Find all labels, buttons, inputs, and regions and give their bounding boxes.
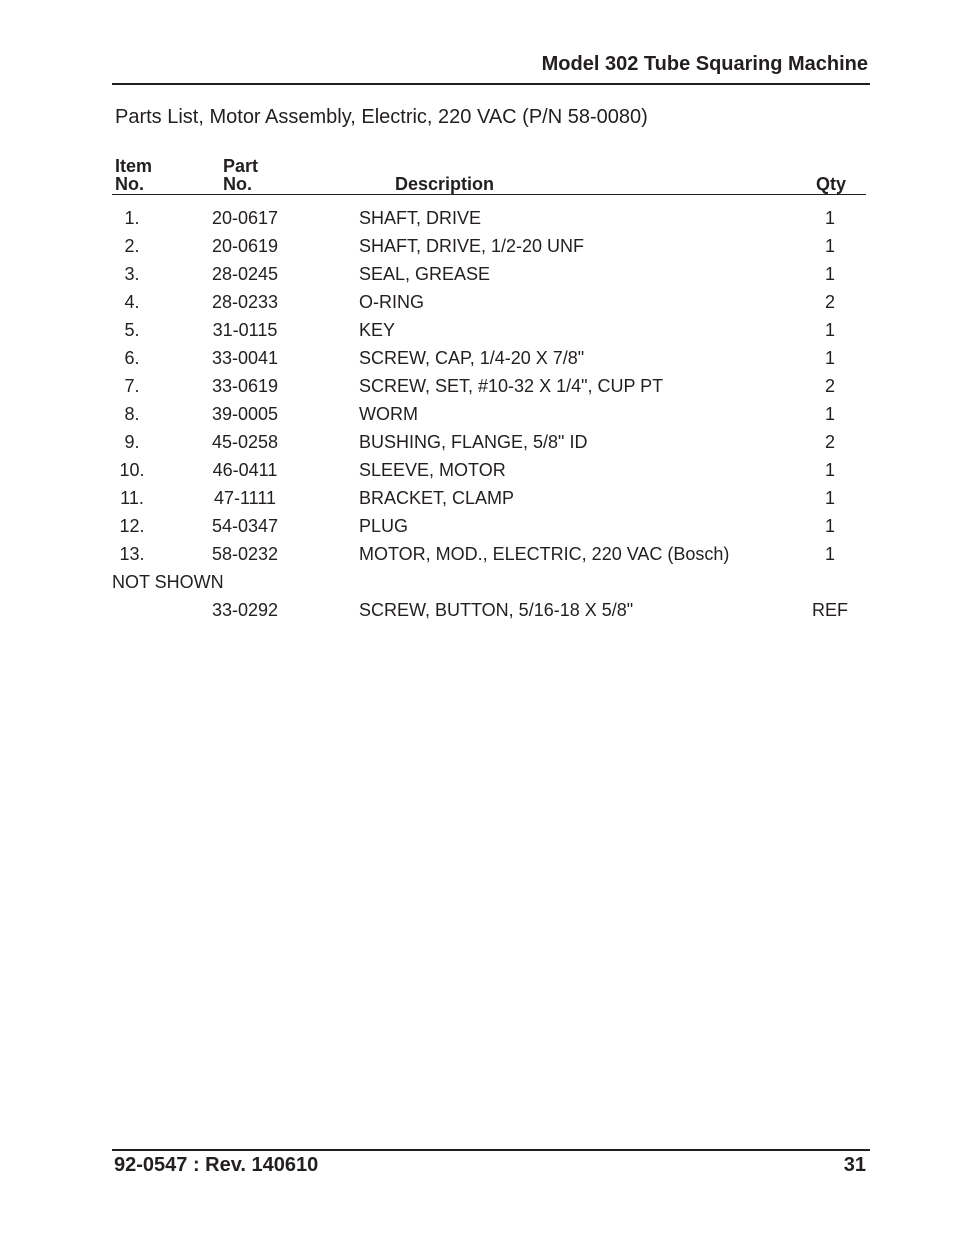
part-number: 33-0041 [211, 348, 279, 368]
part-number: 33-0292 [211, 600, 279, 620]
footer-doc-revision: 92-0547 : Rev. 140610 [114, 1154, 319, 1176]
part-qty: 2 [824, 376, 835, 396]
header-part-line1: Part [223, 156, 259, 176]
header-qty: Qty [816, 174, 847, 194]
part-number: 28-0245 [211, 264, 279, 284]
part-description: SCREW, CAP, 1/4-20 X 7/8" [359, 348, 585, 368]
part-number: 47-1111 [213, 488, 277, 508]
footer-rule [112, 1149, 870, 1151]
header-rule [112, 83, 870, 85]
item-number: 3. [124, 264, 140, 284]
table-row [0, 372, 954, 400]
item-number: 8. [124, 404, 140, 424]
part-number: 58-0232 [211, 544, 279, 564]
part-qty: 1 [824, 460, 835, 480]
table-row [0, 400, 954, 428]
item-number: 2. [124, 236, 140, 256]
item-number: 9. [124, 432, 140, 452]
part-description: BRACKET, CLAMP [359, 488, 515, 508]
part-qty: 1 [824, 236, 835, 256]
part-qty: 2 [824, 432, 835, 452]
item-number: 6. [124, 348, 140, 368]
not-shown-label-row [0, 568, 954, 596]
part-description: BUSHING, FLANGE, 5/8" ID [359, 432, 588, 452]
part-description: SHAFT, DRIVE [359, 208, 482, 228]
table-row [0, 428, 954, 456]
part-number: 54-0347 [211, 516, 279, 536]
part-number: 39-0005 [211, 404, 279, 424]
table-row [0, 288, 954, 316]
table-row [0, 540, 954, 568]
table-row [0, 484, 954, 512]
part-number: 28-0233 [211, 292, 279, 312]
part-number: 33-0619 [211, 376, 279, 396]
table-row [0, 344, 954, 372]
not-shown-label: NOT SHOWN [112, 572, 224, 592]
item-number: 11. [120, 488, 144, 508]
part-description: PLUG [359, 516, 409, 536]
header-item-line1: Item [115, 156, 153, 176]
part-description: SCREW, SET, #10-32 X 1/4", CUP PT [359, 376, 664, 396]
part-qty: 1 [824, 544, 835, 564]
header-item-line2: No. [115, 174, 144, 194]
header-part-line2: No. [223, 174, 252, 194]
item-number: 1. [124, 208, 140, 228]
part-number: 20-0619 [211, 236, 279, 256]
table-row [0, 512, 954, 540]
parts-table-body [0, 204, 954, 624]
part-number: 45-0258 [211, 432, 279, 452]
part-qty: REF [812, 600, 848, 620]
part-qty: 1 [824, 404, 835, 424]
part-qty: 1 [824, 208, 835, 228]
table-row [0, 204, 954, 232]
part-description: SEAL, GREASE [359, 264, 491, 284]
part-description: KEY [359, 320, 396, 340]
part-description: O-RING [359, 292, 424, 312]
part-number: 20-0617 [211, 208, 279, 228]
table-row [0, 316, 954, 344]
item-number: 13. [119, 544, 145, 564]
part-qty: 1 [824, 348, 835, 368]
item-number: 4. [124, 292, 140, 312]
part-description: WORM [359, 404, 418, 424]
footer-page-number: 31 [843, 1154, 866, 1176]
part-description: SCREW, BUTTON, 5/16-18 X 5/8" [359, 600, 634, 620]
item-number: 7. [124, 376, 140, 396]
part-qty: 1 [824, 320, 835, 340]
item-number: 12. [119, 516, 145, 536]
part-number: 46-0411 [212, 460, 278, 480]
table-row [0, 596, 954, 624]
header-title: Model 302 Tube Squaring Machine [541, 53, 868, 75]
item-number: 10. [119, 460, 145, 480]
table-row [0, 232, 954, 260]
part-description: SHAFT, DRIVE, 1/2-20 UNF [359, 236, 585, 256]
table-row [0, 260, 954, 288]
header-description: Description [395, 174, 495, 194]
part-qty: 1 [824, 488, 835, 508]
part-number: 31-0115 [212, 320, 278, 340]
table-header-rule [112, 194, 866, 195]
table-row [0, 456, 954, 484]
item-number: 5. [124, 320, 140, 340]
part-qty: 1 [824, 516, 835, 536]
document-title: Parts List, Motor Assembly, Electric, 220 VAC (P/N 58-0080) [115, 106, 648, 128]
part-qty: 2 [824, 292, 835, 312]
part-qty: 1 [824, 264, 835, 284]
part-description: MOTOR, MOD., ELECTRIC, 220 VAC (Bosch) [359, 544, 730, 564]
part-description: SLEEVE, MOTOR [359, 460, 506, 480]
